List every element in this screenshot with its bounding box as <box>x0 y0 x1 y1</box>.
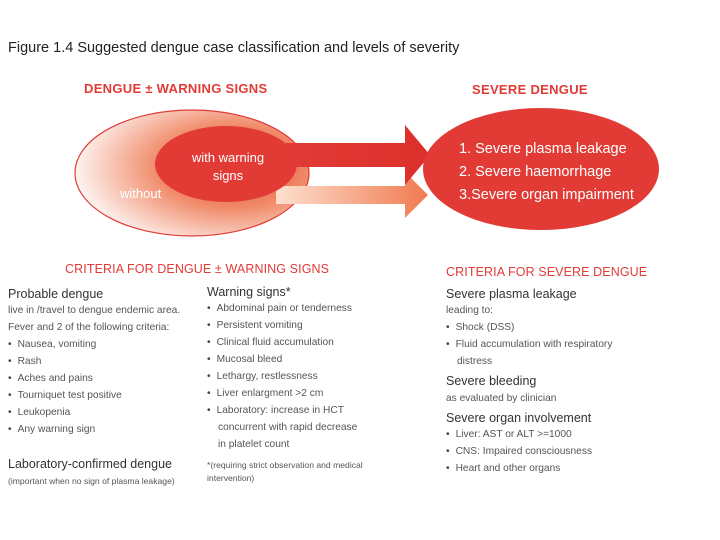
severe-criteria-section <box>446 287 696 477</box>
probable-line-1: live in /travel to dengue endemic area. <box>8 305 181 316</box>
warning-signs-list <box>207 300 407 419</box>
plasma-lead: leading to: <box>446 305 494 316</box>
criteria-dengue-header: CRITERIA FOR DENGUE ± WARNING SIGNS <box>65 262 330 276</box>
severe-item-2: 2. Severe haemorrhage <box>459 164 612 180</box>
warning-footnote-2: intervention) <box>207 473 255 483</box>
list-item: • Abdominal pain or tenderness <box>207 300 407 317</box>
warning-label-line1: with warning <box>191 150 265 165</box>
list-item: • Mucosal bleed <box>207 351 407 368</box>
list-item: • Fluid accumulation with respiratory <box>446 336 696 353</box>
dengue-warning-header: DENGUE ± WARNING SIGNS <box>84 81 268 96</box>
probable-criteria-list <box>8 336 203 438</box>
plasma-continuation: distress <box>457 356 493 367</box>
list-item: • Nausea, vomiting <box>8 336 203 353</box>
list-item: • Heart and other organs <box>446 460 696 477</box>
lab-confirmed-note: (important when no sign of plasma leakage) <box>8 476 175 486</box>
plasma-leakage-list <box>446 319 696 353</box>
probable-line-2: Fever and 2 of the following criteria: <box>8 322 170 333</box>
warning-signs-title: Warning signs* <box>207 285 291 299</box>
warning-continuation-1: concurrent with rapid decrease <box>218 422 358 433</box>
criteria-severe-header: CRITERIA FOR SEVERE DENGUE <box>446 265 648 279</box>
warning-label-line2: signs <box>212 168 244 183</box>
list-item: • Persistent vomiting <box>207 317 407 334</box>
list-item: • Any warning sign <box>8 421 203 438</box>
list-item: • Shock (DSS) <box>446 319 696 336</box>
warning-continuation-2: in platelet count <box>218 439 290 450</box>
list-item: • Liver: AST or ALT >=1000 <box>446 426 696 443</box>
list-item: • Liver enlargment >2 cm <box>207 385 407 402</box>
list-item: • Lethargy, restlessness <box>207 368 407 385</box>
severe-dengue-header: SEVERE DENGUE <box>472 82 588 97</box>
organ-involvement-title: Severe organ involvement <box>446 411 592 425</box>
severe-item-3: 3.Severe organ impairment <box>459 187 634 203</box>
probable-dengue-title: Probable dengue <box>8 287 104 301</box>
warning-footnote-1: *(requiring strict observation and medical <box>207 460 363 470</box>
warning-signs-section <box>207 285 407 485</box>
list-item: • Leukopenia <box>8 404 203 421</box>
list-item: • Tourniquet test positive <box>8 387 203 404</box>
lab-confirmed-section <box>8 457 175 488</box>
plasma-leakage-title: Severe plasma leakage <box>446 287 577 301</box>
figure-title: Figure 1.4 Suggested dengue case classification and levels of severity <box>8 40 460 56</box>
list-item: • Aches and pains <box>8 370 203 387</box>
bleeding-lead: as evaluated by clinician <box>446 393 557 404</box>
organ-involvement-list <box>446 426 696 477</box>
list-item: • Clinical fluid accumulation <box>207 334 407 351</box>
list-item: • Laboratory: increase in HCT <box>207 402 407 419</box>
list-item: • CNS: Impaired consciousness <box>446 443 696 460</box>
classification-diagram <box>0 0 720 240</box>
lab-confirmed-title: Laboratory-confirmed dengue <box>8 457 172 471</box>
list-item: • Rash <box>8 353 203 370</box>
without-label: without <box>120 186 162 201</box>
severe-item-1: 1. Severe plasma leakage <box>459 141 627 157</box>
probable-dengue-section <box>8 287 203 438</box>
severe-bleeding-title: Severe bleeding <box>446 374 537 388</box>
